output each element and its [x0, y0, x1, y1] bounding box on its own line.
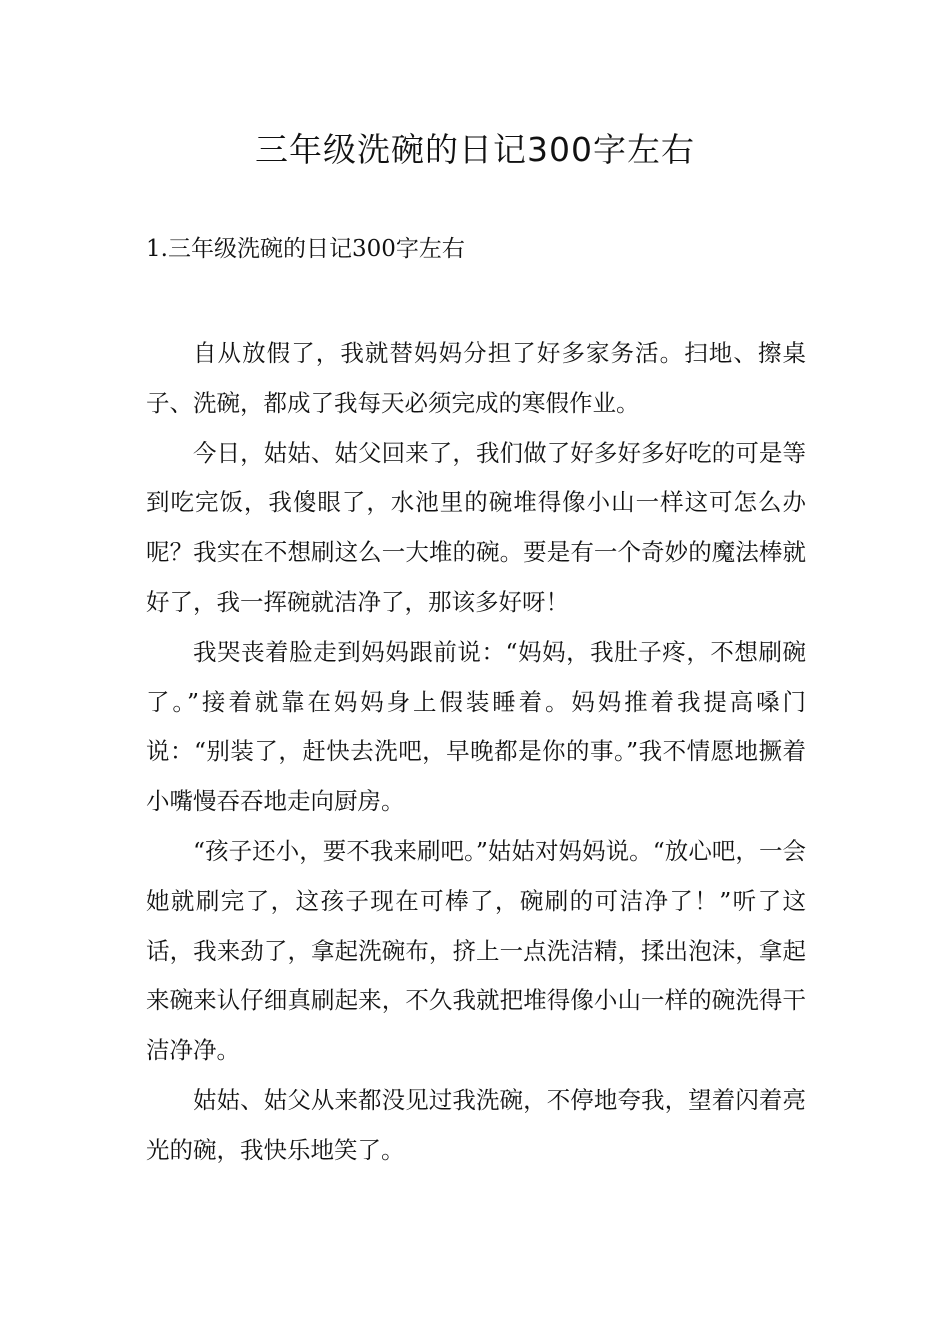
- section-heading: 1.三年级洗碗的日记300字左右: [146, 236, 465, 262]
- paragraph: 我哭丧着脸走到妈妈跟前说：“妈妈，我肚子疼，不想刷碗了。”接着就靠在妈妈身上假装睡着。妈妈推着我提高嗓门说：“别装了，赶快去洗吧，早晚都是你的事。”我不情愿地撅着小嘴慢吞吞地走向厨房。: [146, 637, 806, 816]
- diary-body: [146, 329, 806, 1176]
- paragraph: 姑姑、姑父从来都没见过我洗碗，不停地夸我，望着闪着亮光的碗，我快乐地笑了。: [146, 1085, 806, 1164]
- paragraph: 今日，姑姑、姑父回来了，我们做了好多好多好吃的可是等到吃完饭，我傻眼了，水池里的碗堆得像小山一样这可怎么办呢？我实在不想刷这么一大堆的碗。要是有一个奇妙的魔法棒就好了，我一挥碗就洁净了，那该多好呀！: [146, 438, 806, 616]
- paragraph: 自从放假了，我就替妈妈分担了好多家务活。扫地、擦桌子、洗碗，都成了我每天必须完成的寒假作业。: [146, 339, 806, 417]
- document-title: 三年级洗碗的日记300字左右: [255, 130, 695, 169]
- paragraph: “孩子还小，要不我来刷吧。”姑姑对妈妈说。“放心吧，一会她就刷完了，这孩子现在可棒了，碗刷的可洁净了！”听了这话，我来劲了，拿起洗碗布，挤上一点洗洁精，揉出泡沫，拿起来碗来认仔细真刷起来，不久我就把堆得像小山一样的碗洗得干洁净净。: [146, 836, 806, 1065]
